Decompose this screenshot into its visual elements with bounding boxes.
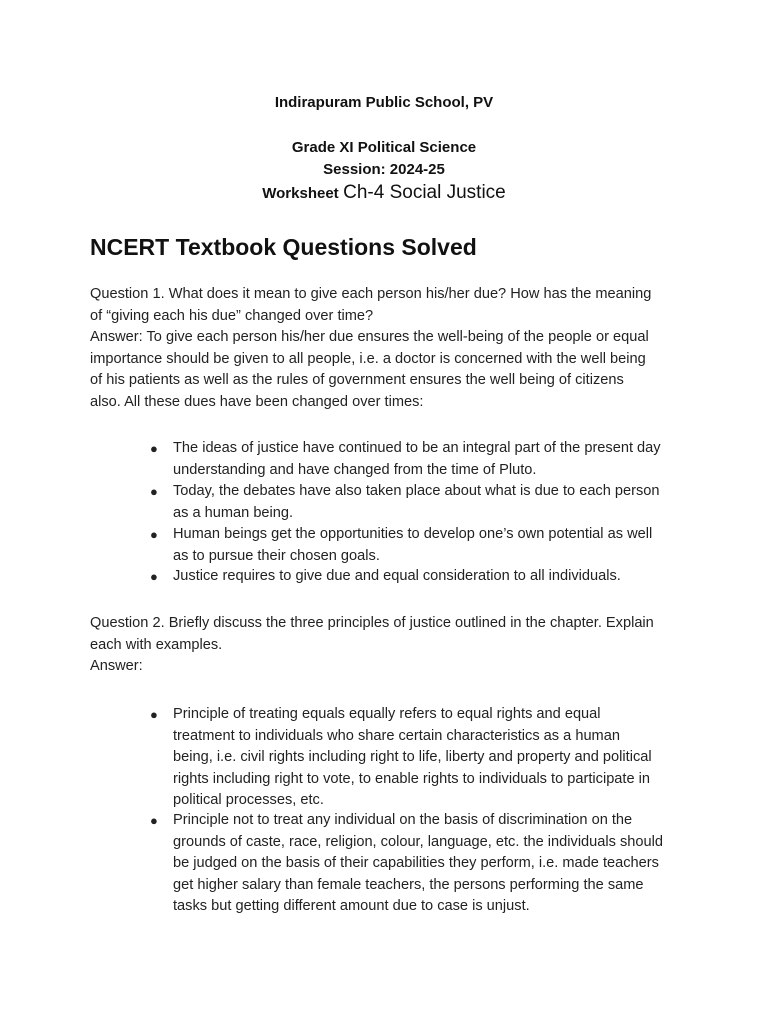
bullet-icon: ● (150, 441, 158, 456)
bullet-icon: ● (150, 527, 158, 542)
list-item-text: Principle of treating equals equally refers to equal rights and equal (173, 706, 601, 722)
bullet-icon: ● (150, 707, 158, 722)
list-item-text: tasks but getting different amount due to case is unjust. (173, 898, 530, 914)
list-item-text: as a human being. (173, 504, 294, 521)
list-item-text: grounds of caste, race, religion, colour, language, etc. the individuals should (173, 833, 664, 850)
bullet-icon: ● (150, 569, 158, 584)
answer-1-line: Answer: To give each person his/her due ensures the well-being of the people or equal (90, 329, 649, 345)
list-item-text: treatment to individuals who share certain characteristics as a human (173, 727, 620, 744)
list-item-text: Today, the debates have also taken place about what is due to each person (173, 483, 660, 499)
question-2-line: each with examples. (90, 636, 223, 653)
bullet-icon: ● (150, 484, 158, 499)
worksheet-title (0, 182, 768, 204)
list-item-text: Principle not to treat any individual on the basis of discrimination on the (173, 812, 633, 828)
question-1-line: Question 1. What does it mean to give each person his/her due? How has the meaning (90, 286, 652, 302)
grade-subject: Grade XI Political Science (291, 139, 477, 156)
answer-2-label: Answer: (90, 658, 143, 674)
list-item-text: rights including right to vote, to enable rights to individuals to participate in (173, 770, 651, 787)
answer-1-line: of his patients as well as the rules of government ensures the well being of citizens (90, 372, 624, 388)
question-2-line: Question 2. Briefly discuss the three principles of justice outlined in the chapter. Explain (90, 615, 654, 631)
section-title: NCERT Textbook Questions Solved (90, 234, 477, 260)
bullet-icon: ● (150, 813, 158, 828)
list-item-text: Justice requires to give due and equal consideration to all individuals. (173, 568, 621, 584)
answer-1-line: also. All these dues have been changed over times: (90, 393, 424, 410)
chapter-title: Ch-4 Social Justice (343, 182, 506, 203)
worksheet-label: Worksheet (262, 185, 339, 202)
list-item-text: Human beings get the opportunities to develop one’s own potential as well (173, 526, 653, 542)
question-2 (90, 613, 690, 678)
answer-1-line: importance should be given to all people, i.e. a doctor is concerned with the well being (90, 350, 646, 367)
list-item-text: get higher salary than female teachers, the persons performing the same (173, 876, 644, 893)
school-name: Indirapuram Public School, PV (274, 94, 494, 111)
list-item-text: understanding and have changed from the time of Pluto. (173, 461, 537, 478)
list-item-text: being, i.e. civil rights including right to life, liberty and property and political (173, 749, 652, 765)
list-item-text: political processes, etc. (173, 792, 324, 808)
question-1-line: of “giving each his due” changed over time? (90, 307, 374, 324)
list-item-text: be judged on the basis of their capabilities they perform, i.e. made teachers (173, 855, 659, 871)
list-item-text: as to pursue their chosen goals. (173, 547, 380, 564)
question-1 (90, 284, 690, 413)
session-year: Session: 2024-25 (323, 161, 445, 178)
list-item-text: The ideas of justice have continued to be an integral part of the present day (173, 440, 661, 456)
